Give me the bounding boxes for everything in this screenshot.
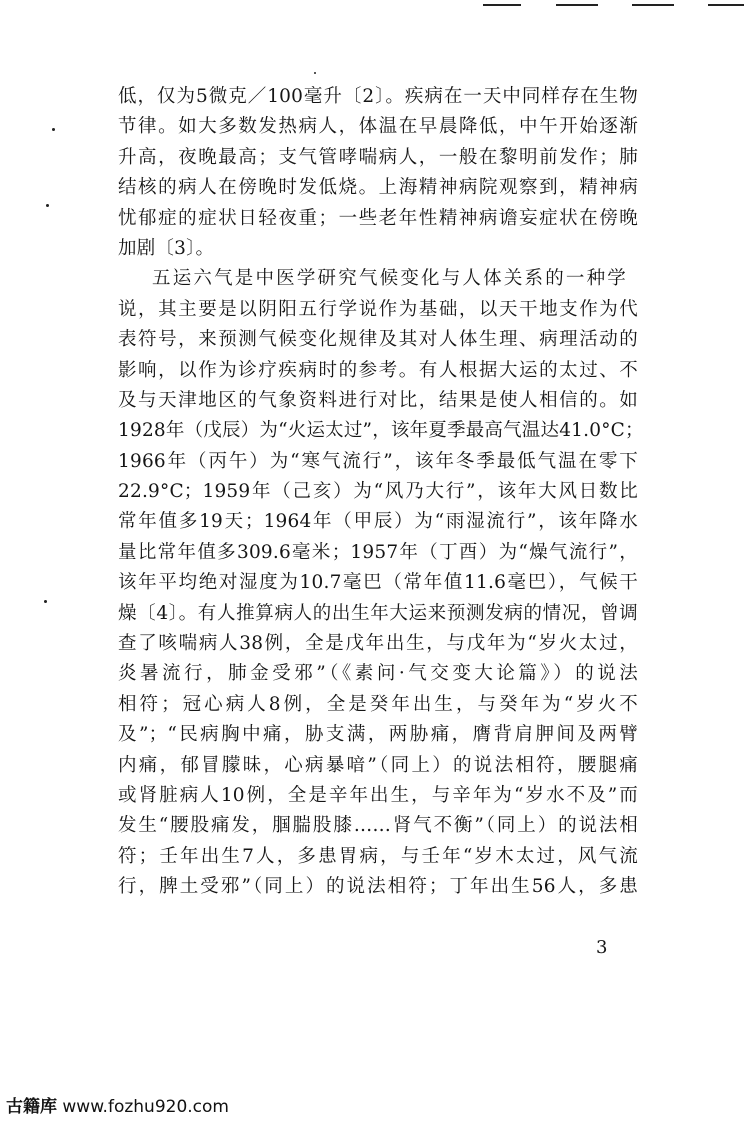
text-line: 常年值多19天；1964年（甲辰）为“雨湿流行”，该年降水 bbox=[118, 511, 638, 533]
header-rule bbox=[483, 4, 521, 6]
text-line: 炎暑流行，肺金受邪”（《素问·气交变大论篇》）的说法 bbox=[118, 663, 638, 685]
text-line: 燥〔4〕。有人推算病人的出生年大运来预测发病的情况，曾调 bbox=[118, 602, 638, 624]
text-line: 量比常年值多309.6毫米；1957年（丁酉）为“燥气流行”， bbox=[118, 541, 638, 563]
text-line: 行，脾土受邪”（同上）的说法相符；丁年出生56人，多患 bbox=[118, 876, 638, 898]
text-line: 1928年（戊辰）为“火运太过”，该年夏季最高气温达41.0°C； bbox=[118, 420, 644, 442]
scan-speck bbox=[44, 600, 47, 603]
scan-speck bbox=[314, 72, 316, 74]
text-line: 发生“腰股痛发，腘腨股膝……肾气不衡”（同上）的说法相 bbox=[118, 815, 638, 837]
text-line: 符；壬年出生7人，多患胃病，与壬年“岁木太过，风气流 bbox=[118, 845, 638, 867]
scan-speck bbox=[52, 128, 55, 131]
text-line: 说，其主要是以阴阳五行学说作为基础，以天干地支作为代 bbox=[118, 298, 638, 320]
text-line: 表符号，来预测气候变化规律及其对人体生理、病理活动的 bbox=[118, 329, 638, 351]
text-line: 五运六气是中医学研究气候变化与人体关系的一种学 bbox=[152, 268, 626, 290]
footer-brand: 古籍库 bbox=[6, 1097, 57, 1117]
watermark-footer bbox=[6, 1092, 229, 1117]
text-line: 升高，夜晚最高；支气管哮喘病人，一般在黎明前发作；肺 bbox=[118, 146, 638, 168]
header-rule bbox=[708, 4, 744, 6]
text-line: 影响，以作为诊疗疾病时的参考。有人根据大运的太过、不 bbox=[118, 359, 638, 381]
header-rule bbox=[632, 4, 674, 6]
text-line: 1966年（丙午）为“寒气流行”，该年冬季最低气温在零下 bbox=[118, 450, 638, 472]
header-rule bbox=[556, 4, 598, 6]
text-line: 查了咳喘病人38例，全是戊年出生，与戊年为“岁火太过， bbox=[118, 633, 638, 655]
text-line: 低，仅为5微克／100毫升〔2〕。疾病在一天中同样存在生物 bbox=[118, 86, 638, 107]
body-text bbox=[118, 82, 644, 903]
footer-url: www.fozhu920.com bbox=[62, 1097, 229, 1117]
text-line: 忧郁症的症状日轻夜重；一些老年性精神病谵妄症状在傍晚 bbox=[118, 207, 638, 229]
text-line: 或肾脏病人10例，全是辛年出生，与辛年为“岁水不及”而 bbox=[118, 784, 638, 806]
text-line: 该年平均绝对湿度为10.7毫巴（常年值11.6毫巴），气候干 bbox=[118, 572, 638, 594]
text-line: 相符；冠心病人8例，全是癸年出生，与癸年为“岁火不 bbox=[118, 693, 638, 715]
text-line: 加剧〔3〕。 bbox=[118, 237, 215, 259]
text-line: 结核的病人在傍晚时发低烧。上海精神病院观察到，精神病 bbox=[118, 177, 638, 199]
text-line: 节律。如大多数发热病人，体温在早晨降低，中午开始逐渐 bbox=[118, 116, 638, 138]
text-line: 内痛，郁冒朦昧，心病暴喑”（同上）的说法相符，腰腿痛 bbox=[118, 754, 638, 776]
text-line: 及”；“民病胸中痛，胁支满，两胁痛，膺背肩胛间及两臂 bbox=[118, 724, 638, 746]
text-line: 22.9°C；1959年（己亥）为“风乃大行”，该年大风日数比 bbox=[118, 481, 638, 503]
text-line: 及与天津地区的气象资料进行对比，结果是使人相信的。如 bbox=[118, 389, 638, 411]
page-number: 3 bbox=[596, 937, 608, 958]
scan-speck bbox=[46, 204, 49, 207]
